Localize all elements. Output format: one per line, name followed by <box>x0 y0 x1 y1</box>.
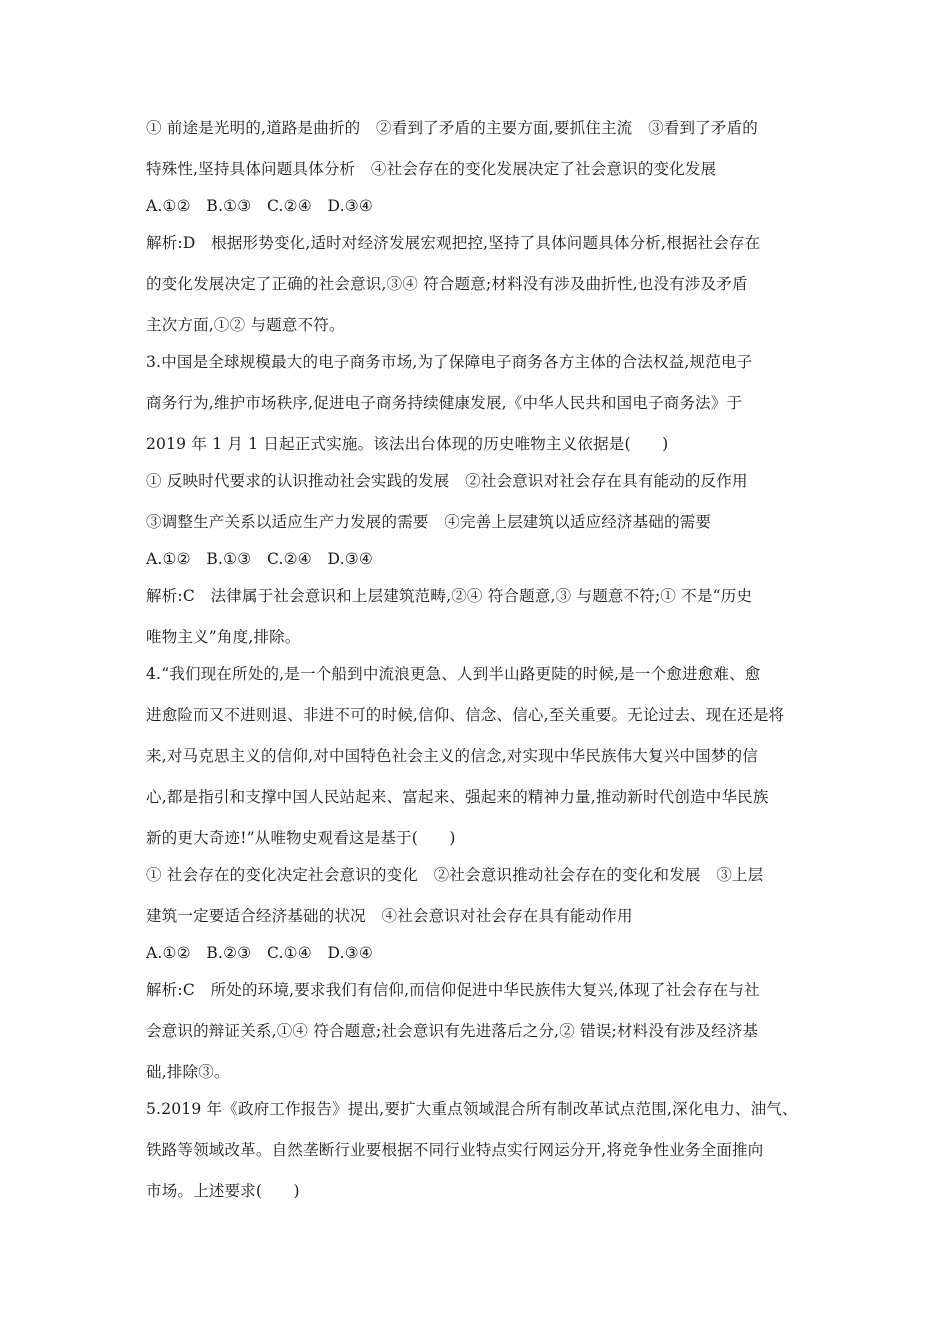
q4-stem-line-4: 心,都是指引和支撑中国人民站起来、富起来、强起来的精神力量,推动新时代创造中华民族 <box>146 788 769 806</box>
q3-analysis-line-1: 解析:C 法律属于社会意识和上层建筑范畴,②④ 符合题意,③ 与题意不符;① 不是“历史 <box>146 587 753 605</box>
q5-stem-line-3: 市场。上述要求( ) <box>146 1182 300 1200</box>
q4-stem-line-5: 新的更大奇迹!”从唯物史观看这是基于( ) <box>146 829 456 847</box>
q2-analysis-line-2: 的变化发展决定了正确的社会意识,③④ 符合题意;材料没有涉及曲折性,也没有涉及矛盾 <box>146 275 748 293</box>
q5-stem-line-1: 5.2019 年《政府工作报告》提出,要扩大重点领域混合所有制改革试点范围,深化电力、油气、 <box>146 1100 798 1118</box>
q2-choices: A.①② B.①③ C.②④ D.③④ <box>146 197 373 215</box>
q3-options-line-2: ③调整生产关系以适应生产力发展的需要 ④完善上层建筑以适应经济基础的需要 <box>146 513 712 531</box>
q2-options-line-1: ① 前途是光明的,道路是曲折的 ②看到了矛盾的主要方面,要抓住主流 ③看到了矛盾的 <box>146 119 758 137</box>
q4-analysis-line-2: 会意识的辩证关系,①④ 符合题意;社会意识有先进落后之分,② 错误;材料没有涉及经济基 <box>146 1022 759 1040</box>
q2-analysis-line-3: 主次方面,①② 与题意不符。 <box>146 316 345 334</box>
q4-analysis-line-1: 解析:C 所处的环境,要求我们有信仰,而信仰促进中华民族伟大复兴,体现了社会存在与社 <box>146 981 760 999</box>
q2-options-line-2: 特殊性,坚持具体问题具体分析 ④社会存在的变化发展决定了社会意识的变化发展 <box>146 160 717 178</box>
document-page <box>146 118 810 1201</box>
q4-choices: A.①② B.②③ C.①④ D.③④ <box>146 944 373 962</box>
q4-options-line-2: 建筑一定要适合经济基础的状况 ④社会意识对社会存在具有能动作用 <box>146 907 633 925</box>
q4-stem-line-2: 进愈险而又不进则退、非进不可的时候,信仰、信念、信心,至关重要。无论过去、现在还是将 <box>146 706 785 724</box>
q3-stem-line-1: 3.中国是全球规模最大的电子商务市场,为了保障电子商务各方主体的合法权益,规范电子 <box>146 353 753 371</box>
q3-choices: A.①② B.①③ C.②④ D.③④ <box>146 550 373 568</box>
q3-analysis-line-2: 唯物主义”角度,排除。 <box>146 628 301 646</box>
q2-analysis-line-1: 解析:D 根据形势变化,适时对经济发展宏观把控,坚持了具体问题具体分析,根据社会存在 <box>146 234 761 252</box>
q3-stem-line-3: 2019 年 1 月 1 日起正式实施。该法出台体现的历史唯物主义依据是( ) <box>146 435 669 453</box>
q4-analysis-line-3: 础,排除③。 <box>146 1063 230 1081</box>
q5-stem-line-2: 铁路等领域改革。自然垄断行业要根据不同行业特点实行网运分开,将竞争性业务全面推向 <box>146 1141 764 1159</box>
q4-options-line-1: ① 社会存在的变化决定社会意识的变化 ②社会意识推动社会存在的变化和发展 ③上层 <box>146 866 764 884</box>
q3-stem-line-2: 商务行为,维护市场秩序,促进电子商务持续健康发展,《中华人民共和国电子商务法》于 <box>146 394 743 412</box>
q3-options-line-1: ① 反映时代要求的认识推动社会实践的发展 ②社会意识对社会存在具有能动的反作用 <box>146 472 748 490</box>
q4-stem-line-1: 4.“我们现在所处的,是一个船到中流浪更急、人到半山路更陡的时候,是一个愈进愈难、愈 <box>146 665 761 683</box>
q4-stem-line-3: 来,对马克思主义的信仰,对中国特色社会主义的信念,对实现中华民族伟大复兴中国梦的信 <box>146 747 758 765</box>
